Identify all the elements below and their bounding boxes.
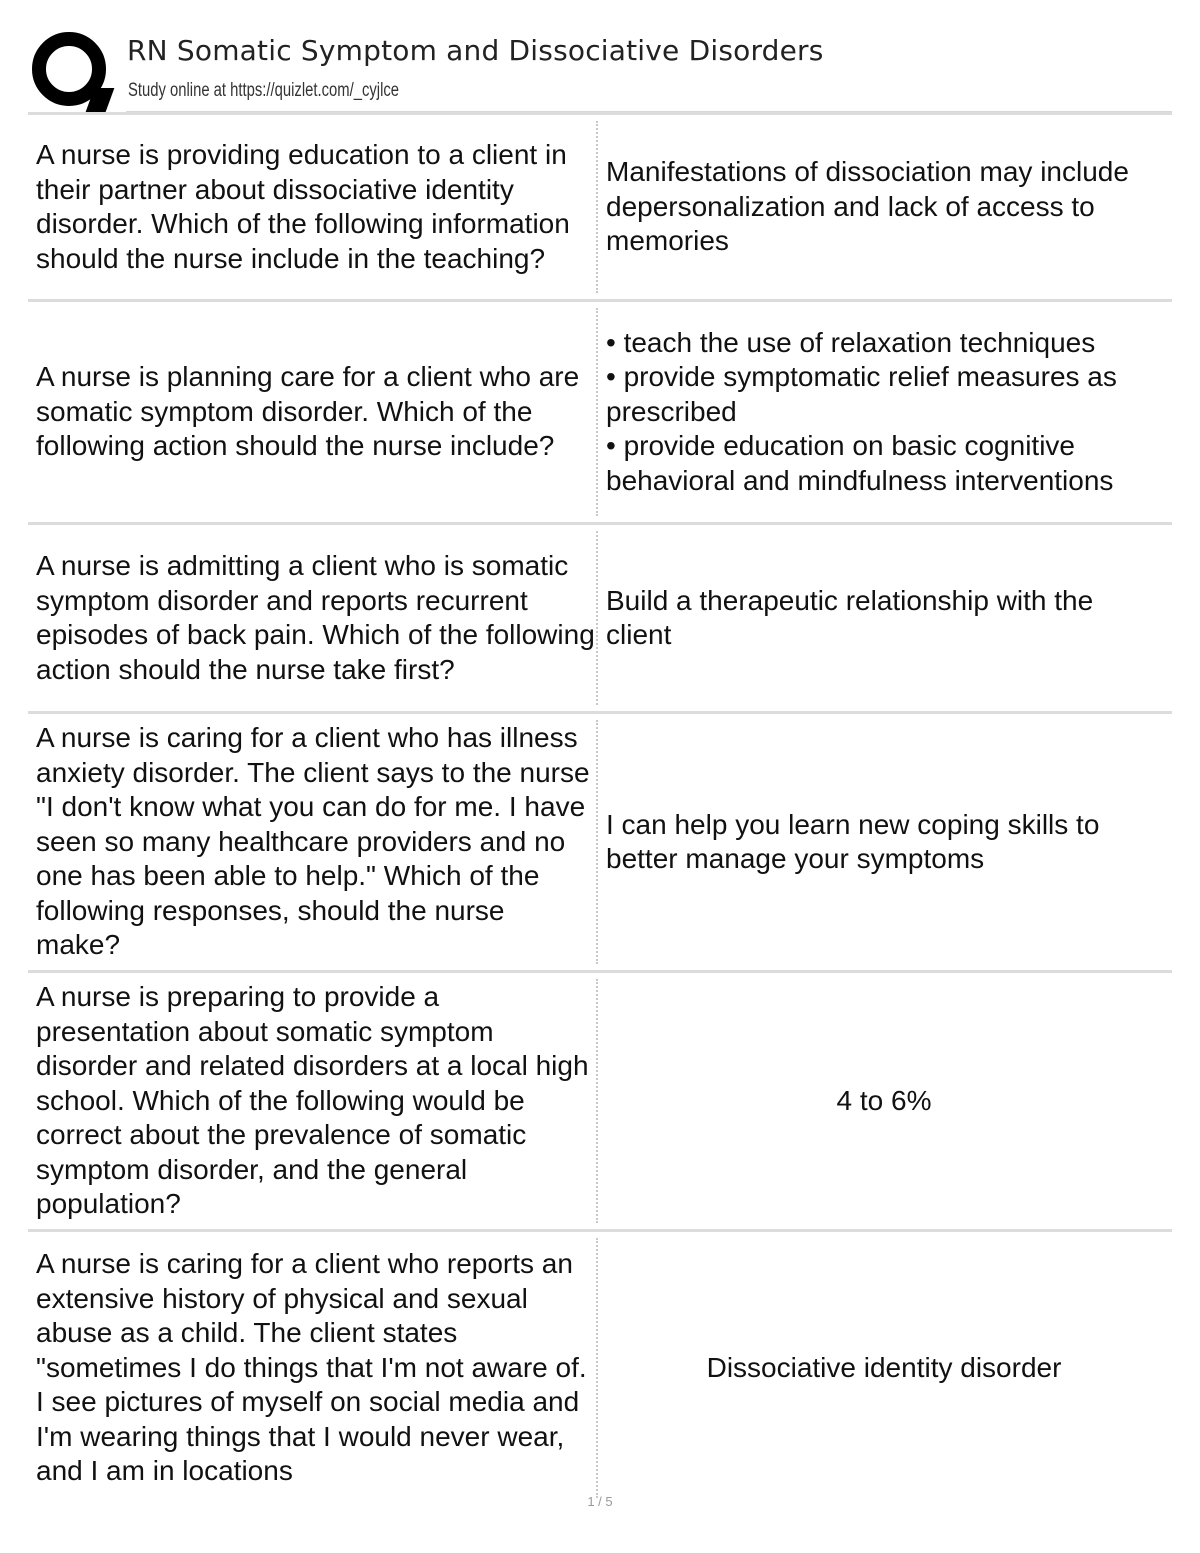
card-definition: 4 to 6% bbox=[836, 1084, 932, 1116]
card-definition: I can help you learn new coping skills to better manage your symptoms bbox=[606, 808, 1100, 874]
flashcard-row bbox=[28, 299, 1172, 522]
card-definition: Manifestations of dissociation may include depersonalization and lack of access to memories bbox=[606, 156, 1129, 257]
card-term: A nurse is preparing to provide a presentation about somatic symptom disorder and related disorders at a local high school. Which of the following would be correct about the prevalence of somatic symptom disorder, and the general population? bbox=[36, 981, 589, 1220]
card-term: A nurse is caring for a client who has illness anxiety disorder. The client says to the nurse "I don't know what you can do for me. I have seen so many healthcare providers and no one has been able to help." Which of the following responses, should the nurse make? bbox=[36, 722, 590, 961]
card-definition: Dissociative identity disorder bbox=[706, 1351, 1062, 1383]
flashcard-row bbox=[28, 522, 1172, 711]
card-term: A nurse is admitting a client who is somatic symptom disorder and reports recurrent episodes of back pain. Which of the following action should the nurse take first? bbox=[36, 550, 595, 685]
flashcard-row bbox=[28, 970, 1172, 1229]
card-term: A nurse is planning care for a client who are somatic symptom disorder. Which of the following action should the nurse include? bbox=[36, 361, 580, 462]
definition-bullet: • provide education on basic cognitive behavioral and mindfulness interventions bbox=[606, 430, 1114, 496]
flashcard-row bbox=[28, 1229, 1172, 1504]
definition-bullet: • teach the use of relaxation techniques bbox=[606, 326, 1096, 358]
page-header bbox=[28, 28, 1172, 112]
study-online-link[interactable]: Study online at https://quizlet.com/_cyjlce bbox=[128, 80, 400, 101]
flashcard-row bbox=[28, 711, 1172, 970]
flashcard-list bbox=[28, 112, 1172, 1504]
page-number: 1 / 5 bbox=[587, 1494, 613, 1509]
flashcard-row bbox=[28, 112, 1172, 299]
definition-bullet: • provide symptomatic relief measures as prescribed bbox=[606, 361, 1117, 427]
page-title: RN Somatic Symptom and Dissociative Disorders bbox=[127, 34, 824, 67]
card-definition bbox=[598, 302, 1172, 522]
card-definition: Build a therapeutic relationship with the client bbox=[606, 584, 1094, 650]
card-term: A nurse is providing education to a client in their partner about dissociative identity disorder. Which of the following information should the nurse include in the teaching? bbox=[36, 139, 570, 274]
card-term: A nurse is caring for a client who reports an extensive history of physical and sexual abuse as a child. The client states "sometimes I do things that I'm not aware of. I see pictures of myself on social media and I'm wearing things that I would never wear, and I am in locations bbox=[36, 1248, 587, 1487]
